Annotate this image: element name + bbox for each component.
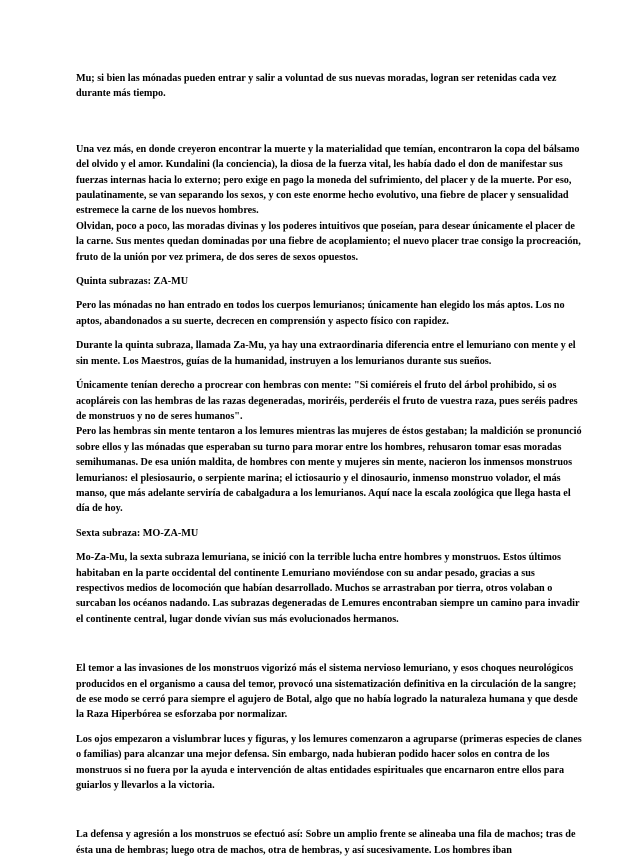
paragraph-1: Mu; si bien las mónadas pueden entrar y salir a voluntad de sus nuevas moradas, logran ser retenidas cada vez durante más tiempo. <box>76 73 557 100</box>
paragraph-7: Pero las hembras sin mente tentaron a los lemures mientras las mujeres de éstos gestaban; la maldición se pronunció sobre ellos y las mónadas que esperaban su turno para morar entre los hombres, rehusaron tomar esas moradas semihumanas. De esa unión maldita, de hombres con mente y mujeres sin mente, nacieron los inmensos monstruos lemurianos: el plesiosaurio, o serpiente marina; el ictiosaurio y el dinosaurio, inmenso monstruo volador, el más manso, que más adelante serviría de cabalgadura a los lemurianos. Aquí nace la escala zoológica que llega hasta el día de hoy. <box>76 426 582 515</box>
paragraph-8: Mo-Za-Mu, la sexta subraza lemuriana, se inició con la terrible lucha entre hombres y monstruos. Estos últimos habitaban en la parte occidental del continente Lemuriano moviéndose con su andar pesado, gracias a sus respectivos medios de locomoción que habían desarrollado. Muchos se arrastraban por tierra, otros volaban o surcaban los océanos nadando. Las subrazas degeneradas de Lemures encontraban siempre un camino para invadir el continente central, lugar donde vivían sus más evolucionados hermanos. <box>76 552 580 625</box>
paragraph-6: Únicamente tenían derecho a procrear con hembras con mente: "Si comiéreis el fruto del árbol prohibido, si os acopláreis con las hembras de las razas degeneradas, moriréis, perderéis el fruto de vuestra raza, pues seréis padres de monstruos y no de seres humanos". <box>76 380 578 422</box>
paragraph-5: Durante la quinta subraza, llamada Za-Mu, ya hay una extraordinaria diferencia entre el lemuriano con mente y el sin mente. Los Maestros, guías de la humanidad, instruyen a los lemurianos durante sus sueños. <box>76 340 576 367</box>
paragraph-2: Una vez más, en donde creyeron encontrar la muerte y la materialidad que temían, encontraron la copa del bálsamo del olvido y el amor. Kundalini (la conciencia), la diosa de la fuerza vital, les había dado el don de manifestar sus fuerzas internas hacia lo externo; pero exige en pago la moneda del sufrimiento, del placer y de la muerte. Por eso, paulatinamente, se van separando los sexos, y con este enorme hecho evolutivo, una fiebre de placer y sensualidad estremece la carne de los nuevos hombres. <box>76 143 580 217</box>
section-heading-sexta-subraza: Sexta subraza: MO-ZA-MU <box>76 527 199 539</box>
paragraph-11: La defensa y agresión a los monstruos se efectuó así: Sobre un amplio frente se alineaba una fila de machos; tras de ésta una de hembras; luego otra de machos, otra de hembras, y así sucesivamente. Los hombres iban <box>76 829 576 856</box>
text-body <box>76 71 582 858</box>
paragraph-10: Los ojos empezaron a vislumbrar luces y figuras, y los lemures comenzaron a agruparse (primeras especies de clanes o familias) para alcanzar una mejor defensa. Sin embargo, nada hubieran podido hacer solos en contra de los monstruos si no fuera por la ayuda e intervención de altas entidades espirituales que encarnaron entre ellos para guiarlos y llevarlos a la victoria. <box>76 733 582 792</box>
paragraph-4: Pero las mónadas no han entrado en todos los cuerpos lemurianos; únicamente han elegido los más aptos. Los no aptos, abandonados a su suerte, decrecen en comprensión y aspecto físico con rapidez. <box>76 300 565 327</box>
section-heading-quinta-subraza: Quinta subrazas: ZA-MU <box>76 276 189 288</box>
paragraph-9: El temor a las invasiones de los monstruos vigorizó más el sistema nervioso lemuriano, y esos choques neurológicos producidos en el organismo a causa del temor, provocó una sistematización definitiva en la circulación de la sangre; de ese modo se cerró para siempre el agujero de Botal, algo que no había logrado la naturaleza humana y que desde la Raza Hiperbórea se esforzaba por normalizar. <box>76 663 578 721</box>
paragraph-3: Olvidan, poco a poco, las moradas divinas y los poderes intuitivos que poseían, para desear únicamente el placer de la carne. Sus mentes quedan dominadas por una fiebre de acoplamiento; el nuevo placer trae consigo la procreación, fruto de la unión por vez primera, de dos seres de sexos opuestos. <box>76 220 581 263</box>
